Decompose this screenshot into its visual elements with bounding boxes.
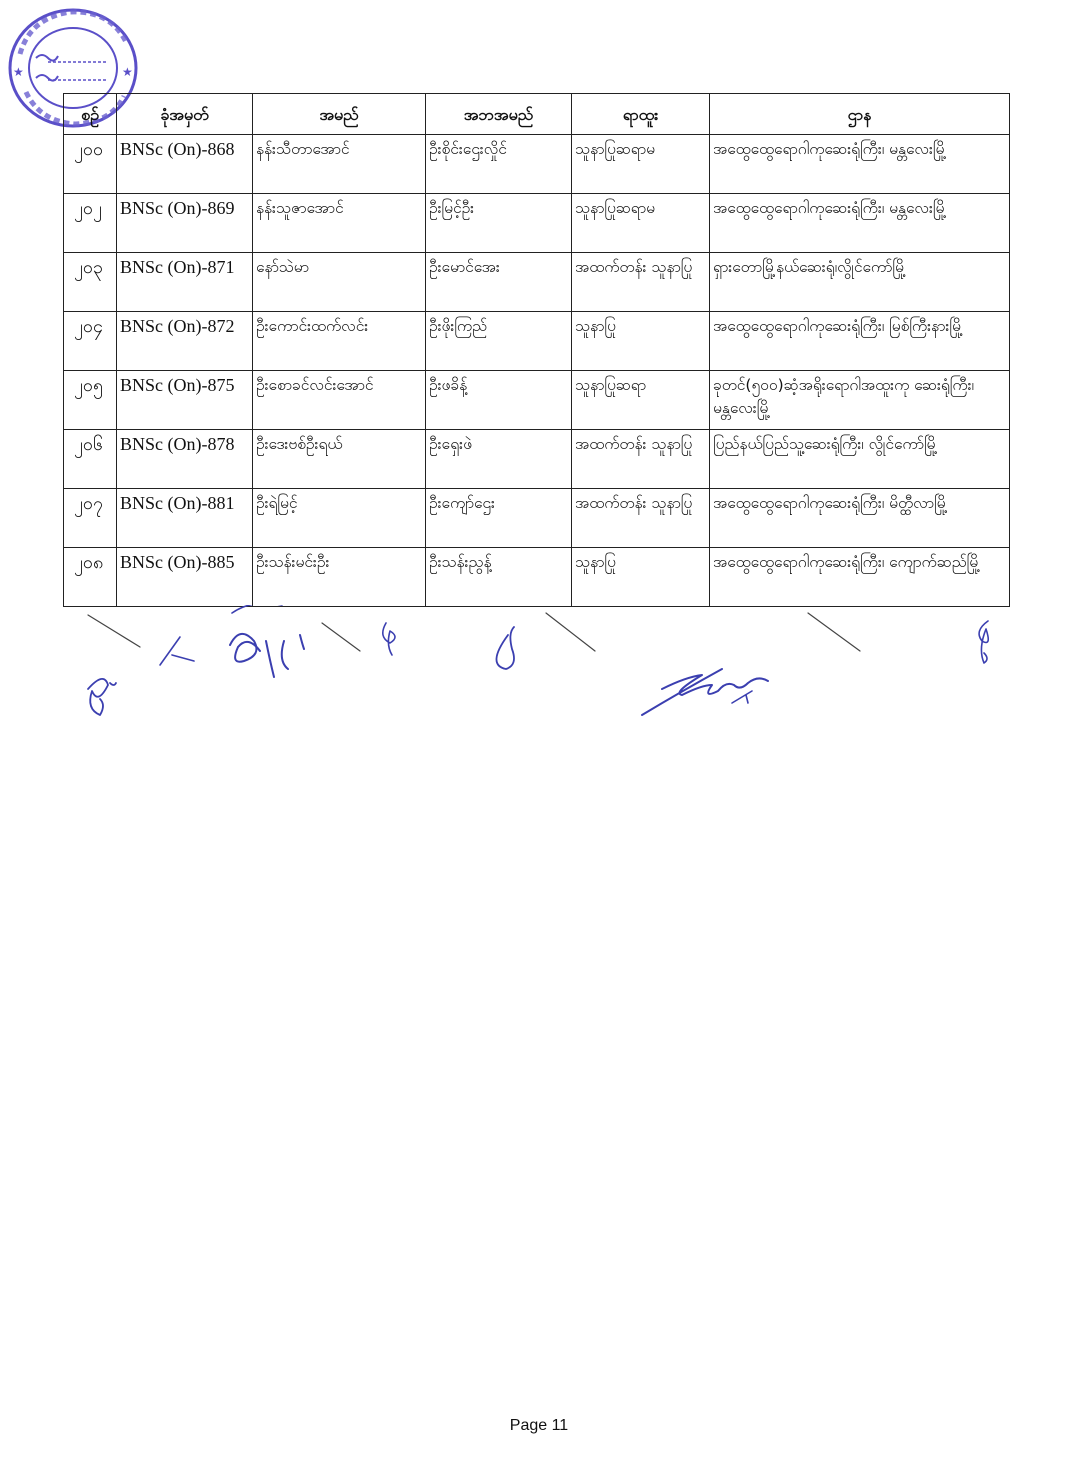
cell-department: ပြည်နယ်ပြည်သူ့ဆေးရုံကြီး၊ လွိုင်ကော်မြို့ <box>710 430 1010 489</box>
table-row <box>64 371 1010 430</box>
cell-father-name: ဦးရှေးဖဲ <box>426 430 572 489</box>
cell-roll-number: BNSc (On)-869 <box>117 194 253 253</box>
cell-serial: ၂၀၃ <box>64 253 117 312</box>
svg-text:★: ★ <box>13 65 24 79</box>
table-row <box>64 489 1010 548</box>
cell-father-name: ဦးစိုင်းဌေးလှိုင် <box>426 135 572 194</box>
table-header-row <box>64 94 1010 135</box>
cell-serial: ၂၀၀ <box>64 135 117 194</box>
header-serial: စဉ် <box>64 94 117 135</box>
cell-father-name: ဦးဖိုးကြည် <box>426 312 572 371</box>
cell-rank: အထက်တန်း သူနာပြု <box>572 489 710 548</box>
cell-department: အထွေထွေရောဂါကုဆေးရုံကြီး၊ မြစ်ကြီးနားမြို့ <box>710 312 1010 371</box>
cell-rank: သူနာပြုဆရာ <box>572 371 710 430</box>
cell-rank: သူနာပြု <box>572 548 710 607</box>
cell-father-name: ဦးမြင့်ဦး <box>426 194 572 253</box>
cell-roll-number: BNSc (On)-878 <box>117 430 253 489</box>
cell-father-name: ဦးကျော်ဌေး <box>426 489 572 548</box>
header-rank: ရာထူး <box>572 94 710 135</box>
cell-name: နန်းသီတာအောင် <box>253 135 426 194</box>
signatures <box>60 605 1020 735</box>
cell-serial: ၂၀၆ <box>64 430 117 489</box>
cell-name: ဦးရဲမြင့် <box>253 489 426 548</box>
cell-roll-number: BNSc (On)-868 <box>117 135 253 194</box>
cell-father-name: ဦးဖခိန့် <box>426 371 572 430</box>
cell-roll-number: BNSc (On)-872 <box>117 312 253 371</box>
cell-roll-number: BNSc (On)-875 <box>117 371 253 430</box>
header-department: ဌာန <box>710 94 1010 135</box>
cell-department: အထွေထွေရောဂါကုဆေးရုံကြီး၊ မန္တလေးမြို့ <box>710 194 1010 253</box>
cell-rank: အထက်တန်း သူနာပြု <box>572 430 710 489</box>
cell-department: ရှားတောမြို့နယ်ဆေးရုံ၊လွိုင်ကော်မြို့ <box>710 253 1010 312</box>
table-row <box>64 253 1010 312</box>
cell-serial: ၂၀၂ <box>64 194 117 253</box>
cell-name: နော်သဲမာ <box>253 253 426 312</box>
cell-name: ဦးစောခင်လင်းအောင် <box>253 371 426 430</box>
cell-name: နန်းသူဇာအောင် <box>253 194 426 253</box>
table-row <box>64 548 1010 607</box>
cell-name: ဦးဒေးဗစ်ဦးရယ် <box>253 430 426 489</box>
table-row <box>64 430 1010 489</box>
cell-roll-number: BNSc (On)-881 <box>117 489 253 548</box>
cell-rank: အထက်တန်း သူနာပြု <box>572 253 710 312</box>
cell-department: အထွေထွေရောဂါကုဆေးရုံကြီး၊ မန္တလေးမြို့ <box>710 135 1010 194</box>
svg-text:★: ★ <box>122 65 133 79</box>
table-row <box>64 135 1010 194</box>
cell-name: ဦးသန်းမင်းဦး <box>253 548 426 607</box>
cell-serial: ၂၀၇ <box>64 489 117 548</box>
header-roll-number: ခုံအမှတ် <box>117 94 253 135</box>
page-number: Page 11 <box>509 1417 569 1434</box>
records-table <box>63 93 1010 607</box>
cell-department: ခုတင်(၅၀၀)ဆံ့အရိုးရောဂါအထူးကု ဆေးရုံကြီး၊ မန္တလေးမြို့ <box>710 371 1010 430</box>
cell-serial: ၂၀၄ <box>64 312 117 371</box>
header-father-name: အဘအမည် <box>426 94 572 135</box>
table-row <box>64 194 1010 253</box>
cell-department: အထွေထွေရောဂါကုဆေးရုံကြီး၊ မိတ္ထီလာမြို့ <box>710 489 1010 548</box>
cell-roll-number: BNSc (On)-871 <box>117 253 253 312</box>
cell-rank: သူနာပြု <box>572 312 710 371</box>
cell-rank: သူနာပြုဆရာမ <box>572 194 710 253</box>
cell-serial: ၂၀၅ <box>64 371 117 430</box>
cell-department: အထွေထွေရောဂါကုဆေးရုံကြီး၊ ကျောက်ဆည်မြို့ <box>710 548 1010 607</box>
header-name: အမည် <box>253 94 426 135</box>
cell-father-name: ဦးသန်းညွန့် <box>426 548 572 607</box>
cell-serial: ၂၀၈ <box>64 548 117 607</box>
cell-rank: သူနာပြုဆရာမ <box>572 135 710 194</box>
cell-name: ဦးကောင်းထက်လင်း <box>253 312 426 371</box>
cell-father-name: ဦးမောင်အေး <box>426 253 572 312</box>
table-row <box>64 312 1010 371</box>
cell-roll-number: BNSc (On)-885 <box>117 548 253 607</box>
